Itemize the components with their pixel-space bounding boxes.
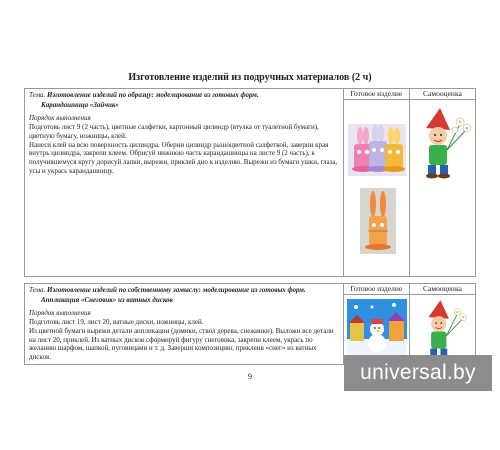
task-1-subtitle: Карандашница «Зайчик» (41, 100, 119, 109)
watermark: universal.by (344, 355, 492, 391)
task-2-paragraph: Из цветной бумаги вырежи детали аппликации (домики, ствол дерева, снежинки). Выложи все детали на лист 20, приклей. Из ватных дисков сформируй фигуру снеговика, закрепи клеем, укрась по желанию шарфом, шапкой, пуговицами и т. д. Заверши композицию, приклеив «снег» из ватных дисков. (29, 326, 334, 361)
task-2-finished-cell (343, 295, 409, 365)
gnome-with-flowers-illustration (410, 100, 476, 180)
task-1-finished-cell (343, 100, 409, 277)
task-1-paragraph: Подготовь лист 9 (2 часть), цветные салфетки, картонный цилиндр (втулка от туалетной бумаги), цветную бумагу, ножницы, клей. (29, 123, 319, 140)
task-2-order-label: Порядок выполнения (29, 309, 91, 318)
page-title: Изготовление изделий из подручных материалов (2 ч) (128, 72, 372, 83)
task-1-self-assessment-cell (409, 100, 475, 277)
task-table-2 (24, 283, 476, 365)
bunny-pencil-holders-photo (344, 100, 410, 276)
finished-column-header: Готовое изделие (343, 89, 409, 100)
task-1-topic: Тема. Изготовление изделий по образцу: моделирование из готовых форм. (29, 91, 259, 99)
snowman-applique-photo (344, 295, 410, 361)
task-2-paragraph: Подготовь лист 19, лист 20, ватные диски, ножницы, клей. (29, 318, 204, 327)
task-2-description (25, 284, 344, 365)
task-1-paragraph: Нанеси клей на всю поверхность цилиндра. Оберни цилиндр разноцветной салфеткой, заверни края внутрь цилиндра, закрепи клеем. Обрисуй нижнюю часть карандашницы на листе 9 (2 часть), к получившемуся кругу дорисуй лапки, вырежи, приклей дно к изделию. Вырежи из бумаги ушки, глаза, усы и укрась карандашницу. (29, 140, 338, 175)
self-assessment-column-header: Самооценка (409, 284, 475, 295)
task-table-1 (24, 88, 476, 277)
task-2-topic: Тема. Изготовление изделий по собственному замыслу: моделирование из готовых форм. (29, 286, 306, 294)
task-1-order-label: Порядок выполнения (29, 114, 91, 123)
gnome-with-flowers-illustration (410, 295, 476, 363)
task-2-subtitle: Аппликация «Снеговик» из ватных дисков (41, 295, 173, 304)
task-2-self-assessment-cell (409, 295, 475, 365)
page-number: 9 (248, 372, 252, 381)
finished-column-header: Готовое изделие (343, 284, 409, 295)
self-assessment-column-header: Самооценка (409, 89, 475, 100)
task-1-description (25, 89, 344, 277)
